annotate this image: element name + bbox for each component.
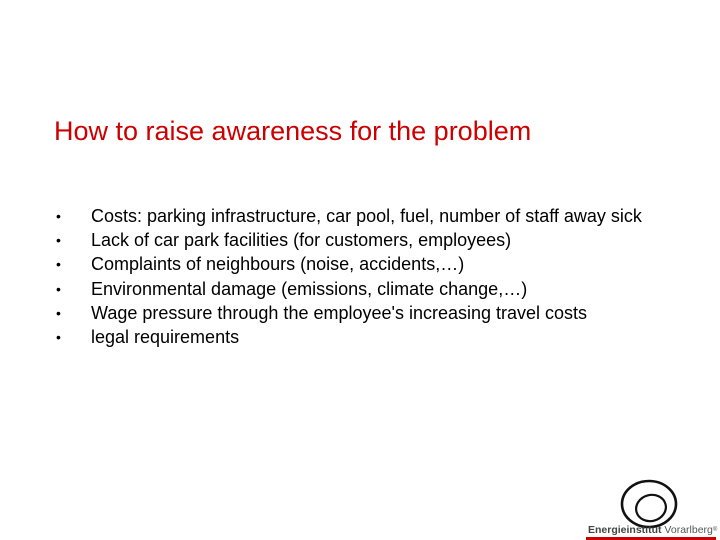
bullet-text: Lack of car park facilities (for customers, employees) — [91, 230, 512, 251]
bullet-text: legal requirements — [91, 326, 240, 347]
slide-title: How to raise awareness for the problem — [54, 116, 532, 146]
bullet-marker: • — [56, 280, 61, 297]
bullet-text: Environmental damage (emissions, climate change,…) — [91, 278, 528, 299]
bullet-text: Costs: parking infrastructure, car pool, fuel, number of staff away sick — [91, 206, 642, 226]
bullet-text: Complaints of neighbours (noise, accidents,…) — [91, 254, 465, 275]
bullet-marker: • — [56, 208, 61, 224]
logo-wordmark — [588, 524, 717, 536]
bullet-marker: • — [56, 256, 61, 273]
bullet-marker: • — [56, 232, 61, 249]
logo-name-rest: Vorarlberg — [661, 524, 713, 536]
bullet-text: Wage pressure through the employee's increasing travel costs — [91, 302, 588, 323]
logo-name-bold: Energieinstitut — [588, 524, 662, 536]
registered-mark: ® — [712, 527, 718, 533]
bullet-marker: • — [56, 304, 61, 321]
bullet-marker: • — [56, 328, 61, 345]
